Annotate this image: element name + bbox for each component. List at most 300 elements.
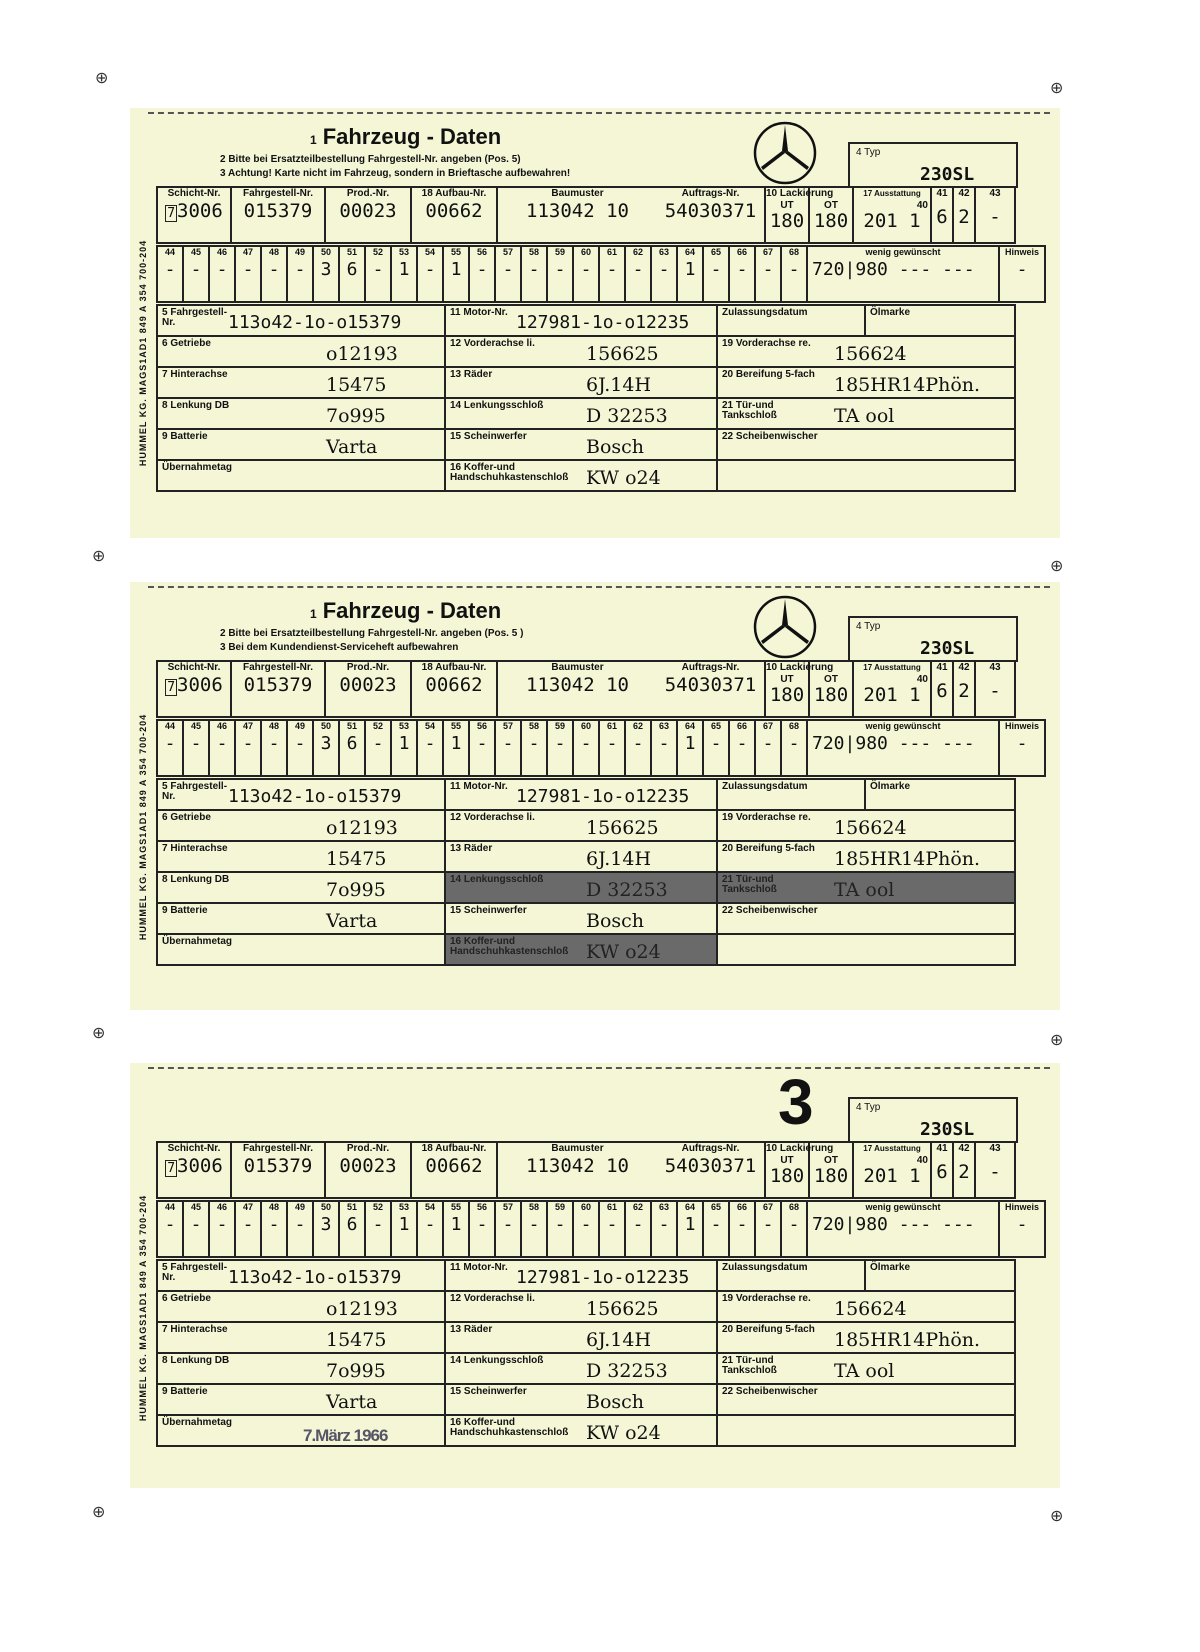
code-value: -	[710, 1214, 722, 1235]
ausstattung-value: 201	[863, 1165, 898, 1187]
field-value: 6J.14H	[586, 848, 652, 870]
code-cell	[677, 720, 703, 776]
f41-cell	[931, 661, 953, 717]
code-label: 50	[320, 247, 331, 257]
code-value: -	[736, 733, 748, 754]
f14-cell	[445, 1353, 717, 1384]
f41-value: 1	[909, 210, 921, 232]
code-value: 3	[320, 259, 332, 280]
code-cell	[365, 720, 391, 776]
prod-cell	[325, 661, 411, 717]
code-value: 6	[346, 733, 358, 754]
registration-mark: ⊕	[1050, 556, 1064, 575]
code-label: 60	[580, 247, 591, 257]
typ-value: 230SL	[920, 638, 975, 659]
code-cell	[261, 720, 287, 776]
hinweis-cell	[999, 1201, 1045, 1257]
field-value: o12193	[326, 343, 398, 365]
hinweis-cell	[999, 246, 1045, 302]
field-label: 15 Scheinwerfer	[450, 1386, 527, 1397]
field-label: Übernahmetag	[162, 936, 233, 947]
f20-cell	[717, 1322, 1015, 1353]
f41-cell	[931, 1142, 953, 1198]
code-label: 49	[294, 1202, 305, 1212]
code-cell	[235, 720, 261, 776]
field-label: Übernahmetag	[162, 1417, 233, 1428]
field-value: D 32253	[586, 879, 668, 901]
field-value: 00023	[339, 1155, 397, 1177]
code-value: -	[190, 733, 202, 754]
code-label: 56	[476, 721, 487, 731]
registration-mark: ⊕	[95, 68, 109, 87]
field-label: 5 Fahrgestell- Nr.	[162, 307, 228, 328]
field-label: 14 Lenkungsschloß	[450, 400, 544, 411]
field-label: 16 Koffer-und Handschuhkastenschloß	[450, 936, 569, 957]
code-cell	[313, 246, 339, 302]
field-value: 185HR14Phön.	[834, 848, 981, 870]
code-label: 54	[424, 247, 435, 257]
code-cell	[547, 720, 573, 776]
field-value: TA ool	[834, 879, 895, 901]
schicht-cell	[157, 661, 231, 717]
code-value: -	[424, 1214, 436, 1235]
code-cell	[443, 720, 469, 776]
f12-cell	[445, 336, 717, 367]
field-label: 19 Vorderachse re.	[722, 812, 811, 823]
code-label: 68	[788, 1202, 799, 1212]
field-label: Schicht-Nr.	[167, 1143, 221, 1154]
schicht-value: 3006	[177, 1155, 223, 1177]
hinweis-cell	[999, 720, 1045, 776]
wenig-value-3: ---	[898, 1214, 932, 1235]
code-value: -	[216, 259, 228, 280]
field-value: 15475	[326, 1329, 387, 1351]
field-label: 7 Hinterachse	[162, 843, 228, 854]
field-label: 7 Hinterachse	[162, 369, 228, 380]
code-value: -	[294, 259, 306, 280]
code-label: 63	[658, 721, 669, 731]
empty-cell	[717, 460, 1015, 491]
typ-value: 230SL	[920, 164, 975, 185]
side-print-text: HUMMEL KG. MAGS1AD1 849 A 354 700-204	[138, 1194, 148, 1422]
field-value: 015379	[243, 200, 313, 222]
field-value: 00023	[339, 200, 397, 222]
card-copy-number: 3	[778, 1066, 814, 1138]
code-value: 1	[398, 1214, 410, 1235]
wenig-value-2: 980	[855, 1214, 888, 1235]
ausstattung-value: 201	[863, 684, 898, 706]
field-sublabel: 40	[916, 200, 928, 211]
field-value: TA ool	[834, 1360, 895, 1382]
f11-cell	[445, 779, 717, 810]
field-label: 18 Aufbau-Nr.	[421, 1143, 487, 1154]
field-value: 127981-1o-o12235	[516, 312, 690, 333]
field-label: 12 Vorderachse li.	[450, 812, 535, 823]
field-sublabel: OT	[824, 674, 838, 685]
code-cell	[547, 246, 573, 302]
field-label: Schicht-Nr.	[167, 188, 221, 199]
code-label: 57	[502, 247, 513, 257]
f6-cell	[157, 1291, 445, 1322]
field-label: 6 Getriebe	[162, 812, 211, 823]
registration-mark: ⊕	[92, 1502, 106, 1521]
field-label: 13 Räder	[450, 1324, 493, 1335]
field-value	[854, 212, 930, 230]
code-label: 49	[294, 721, 305, 731]
code-label: 52	[372, 1202, 383, 1212]
field-value: 113042 10	[526, 1155, 629, 1177]
field-label	[766, 662, 834, 674]
f22-cell	[717, 1384, 1015, 1415]
f14-cell	[445, 872, 717, 903]
baumuster-cell	[497, 187, 657, 243]
code-cell	[261, 246, 287, 302]
f16-cell	[445, 460, 717, 491]
field-value: 7o995	[326, 405, 386, 427]
code-cell	[703, 1201, 729, 1257]
code-value: -	[268, 1214, 280, 1235]
uebernahmetag-cell	[157, 460, 445, 491]
field-label: 17 Ausstattung	[863, 663, 921, 672]
field-value: 7o995	[326, 879, 386, 901]
details-table	[156, 1259, 1016, 1447]
field-label: 9 Batterie	[162, 431, 208, 442]
f42-cell	[953, 661, 975, 717]
code-label: 52	[372, 247, 383, 257]
f8-cell	[157, 398, 445, 429]
code-value: -	[658, 259, 670, 280]
card-note-1: 2 Bitte bei Ersatzteilbestellung Fahrgestell-Nr. angeben (Pos. 5 )	[220, 628, 524, 639]
code-label: 54	[424, 1202, 435, 1212]
f9-cell	[157, 429, 445, 460]
f19-cell	[717, 336, 1015, 367]
f8-cell	[157, 1353, 445, 1384]
field-value: 156625	[586, 343, 659, 365]
zulassung-cell	[717, 1260, 865, 1291]
code-cell	[651, 1201, 677, 1257]
field-value: KW o24	[586, 1422, 661, 1444]
field-label: 43	[989, 662, 1001, 673]
f21-cell	[717, 1353, 1015, 1384]
field-value: 156625	[586, 817, 659, 839]
field-value: 6	[936, 680, 948, 702]
code-value: -	[632, 1214, 644, 1235]
f16-cell	[445, 934, 717, 965]
code-cell	[703, 246, 729, 302]
code-cell	[365, 1201, 391, 1257]
lackierung-label: 10 Lackierung	[766, 662, 834, 673]
field-value: 015379	[243, 1155, 313, 1177]
code-value: 1	[398, 733, 410, 754]
code-value: -	[554, 259, 566, 280]
f41-value: 1	[909, 684, 921, 706]
typ-box	[848, 1097, 1018, 1143]
field-value: Bosch	[586, 436, 645, 458]
field-value: -	[1016, 259, 1028, 280]
uebernahmetag-cell	[157, 934, 445, 965]
field-value	[854, 686, 930, 704]
field-label: wenig gewünscht	[865, 1202, 941, 1212]
field-label: 16 Koffer-und Handschuhkastenschloß	[450, 462, 569, 483]
f15-cell	[445, 429, 717, 460]
code-cell	[287, 1201, 313, 1257]
code-label: 58	[528, 1202, 539, 1212]
field-label: 21 Tür-und Tankschloß	[722, 1355, 777, 1376]
wenig-gewuenscht-cell	[807, 1201, 999, 1257]
field-label: Baumuster	[551, 188, 604, 199]
code-value: -	[268, 259, 280, 280]
code-label: 50	[320, 1202, 331, 1212]
code-label: 61	[606, 1202, 617, 1212]
code-value: -	[606, 259, 618, 280]
vehicle-data-card	[130, 108, 1060, 538]
baumuster-cell	[497, 1142, 657, 1198]
field-label: 42	[958, 662, 970, 673]
f5-cell	[157, 305, 445, 336]
code-cell	[183, 720, 209, 776]
code-cell	[183, 246, 209, 302]
oelmarke-cell	[865, 779, 1015, 810]
field-label: 5 Fahrgestell- Nr.	[162, 1262, 228, 1283]
code-label: 61	[606, 721, 617, 731]
card-note-2: 3 Bei dem Kundendienst-Serviceheft aufbewahren	[220, 642, 459, 653]
code-value: -	[528, 733, 540, 754]
code-cell	[469, 720, 495, 776]
side-print	[132, 188, 154, 518]
f15-cell	[445, 903, 717, 934]
code-value: -	[294, 733, 306, 754]
code-label: 64	[684, 1202, 695, 1212]
code-label: 45	[190, 1202, 201, 1212]
field-value: 54030371	[664, 200, 757, 222]
code-label: 66	[736, 1202, 747, 1212]
registration-mark: ⊕	[92, 1023, 106, 1042]
code-cell	[235, 1201, 261, 1257]
empty-cell	[717, 934, 1015, 965]
schicht-value: 3006	[177, 200, 223, 222]
field-label: 43	[989, 1143, 1001, 1154]
field-label: Baumuster	[551, 662, 604, 673]
vehicle-data-card	[130, 582, 1060, 1010]
field-label: 42	[958, 188, 970, 199]
uebernahmetag-cell	[157, 1415, 445, 1446]
code-value: -	[554, 1214, 566, 1235]
code-label: 61	[606, 247, 617, 257]
code-label: 47	[242, 721, 253, 731]
f21-cell	[717, 398, 1015, 429]
field-value: -	[1016, 1214, 1028, 1235]
code-cell	[209, 720, 235, 776]
field-value: 015379	[243, 674, 313, 696]
field-label: 20 Bereifung 5-fach	[722, 369, 815, 380]
code-cell	[781, 246, 807, 302]
code-label: 55	[450, 721, 461, 731]
field-value: 180	[769, 1165, 805, 1187]
code-value: 3	[320, 733, 332, 754]
code-value: -	[216, 1214, 228, 1235]
field-value: KW o24	[586, 941, 661, 963]
f6-cell	[157, 810, 445, 841]
code-value: -	[190, 1214, 202, 1235]
field-label: Fahrgestell-Nr.	[242, 1143, 314, 1154]
code-value: 1	[684, 1214, 696, 1235]
field-label: Hinweis	[1004, 1202, 1039, 1212]
oelmarke-cell	[865, 1260, 1015, 1291]
code-value: -	[710, 733, 722, 754]
code-value: -	[190, 259, 202, 280]
field-value: o12193	[326, 817, 398, 839]
field-value: 180	[813, 1165, 849, 1187]
code-cell	[157, 246, 183, 302]
field-value: 180	[769, 684, 805, 706]
code-cell	[521, 1201, 547, 1257]
code-cell	[651, 246, 677, 302]
field-value: KW o24	[586, 467, 661, 489]
code-cell	[755, 246, 781, 302]
field-label: Baumuster	[551, 1143, 604, 1154]
card-title-number: 1	[310, 607, 317, 621]
lackierung-label: 10 Lackierung	[766, 188, 834, 199]
field-label: 22 Scheibenwischer	[722, 431, 818, 442]
field-value: 180	[813, 684, 849, 706]
date-stamp: 7.März 1966	[303, 1426, 388, 1445]
code-label: 50	[320, 721, 331, 731]
code-cell	[417, 720, 443, 776]
field-label: 21 Tür-und Tankschloß	[722, 874, 777, 895]
field-value: 156624	[834, 817, 907, 839]
code-label: 56	[476, 1202, 487, 1212]
field-value: 127981-1o-o12235	[516, 786, 690, 807]
code-label: 59	[554, 1202, 565, 1212]
field-label: wenig gewünscht	[865, 721, 941, 731]
code-cell	[339, 1201, 365, 1257]
code-label: 66	[736, 247, 747, 257]
field-label: 41	[936, 662, 948, 673]
f5-cell	[157, 779, 445, 810]
f19-cell	[717, 1291, 1015, 1322]
field-label: 14 Lenkungsschloß	[450, 874, 544, 885]
code-value: -	[658, 733, 670, 754]
wenig-value-4: ---	[942, 259, 975, 280]
fahrgestell-cell	[231, 187, 325, 243]
card-note-2: 3 Achtung! Karte nicht im Fahrzeug, sondern in Brieftasche aufbewahren!	[220, 168, 571, 179]
aufbau-cell	[411, 1142, 497, 1198]
field-label: 12 Vorderachse li.	[450, 1293, 535, 1304]
field-label: 19 Vorderachse re.	[722, 1293, 811, 1304]
code-value: -	[502, 733, 514, 754]
code-value: -	[632, 733, 644, 754]
code-value: -	[164, 1214, 176, 1235]
vehicle-data-card	[130, 1063, 1060, 1488]
code-label: 53	[398, 247, 409, 257]
field-label: 17 Ausstattung	[863, 1144, 921, 1153]
zulassung-cell	[717, 779, 865, 810]
field-value: 113o42-1o-o15379	[228, 1267, 402, 1288]
code-cell	[391, 720, 417, 776]
code-label: 65	[710, 247, 721, 257]
field-label: 22 Scheibenwischer	[722, 905, 818, 916]
code-cell	[495, 720, 521, 776]
field-label: 8 Lenkung DB	[162, 874, 230, 885]
code-cell	[209, 1201, 235, 1257]
code-cell	[625, 1201, 651, 1257]
code-label: 54	[424, 721, 435, 731]
code-cell	[443, 1201, 469, 1257]
field-label: 6 Getriebe	[162, 1293, 211, 1304]
cut-line	[148, 1067, 1050, 1069]
field-value: 113o42-1o-o15379	[228, 786, 402, 807]
typ-box	[848, 616, 1018, 662]
f6-cell	[157, 336, 445, 367]
code-cell	[157, 720, 183, 776]
side-print-text: HUMMEL KG. MAGS1AD1 849 A 354 700-204	[138, 239, 148, 467]
code-label: 45	[190, 247, 201, 257]
code-label: 62	[632, 1202, 643, 1212]
field-label: 12 Vorderachse li.	[450, 338, 535, 349]
field-value: D 32253	[586, 1360, 668, 1382]
code-label: 52	[372, 721, 383, 731]
code-value: -	[242, 733, 254, 754]
field-label: 18 Aufbau-Nr.	[421, 188, 487, 199]
field-label: Auftrags-Nr.	[681, 188, 740, 199]
code-cell	[729, 1201, 755, 1257]
field-value: 15475	[326, 848, 387, 870]
field-sublabel: 40	[916, 674, 928, 685]
field-value: Varta	[326, 436, 378, 458]
field-value: 6J.14H	[586, 1329, 652, 1351]
field-label: 11 Motor-Nr.	[450, 781, 508, 792]
code-label: 57	[502, 1202, 513, 1212]
code-value: -	[476, 1214, 488, 1235]
schicht-cell	[157, 1142, 231, 1198]
wenig-value-3: ---	[898, 259, 932, 280]
registration-mark: ⊕	[1050, 1030, 1064, 1049]
f22-cell	[717, 429, 1015, 460]
code-cell	[313, 1201, 339, 1257]
f8-cell	[157, 872, 445, 903]
code-label: 44	[164, 721, 175, 731]
field-label: 41	[936, 1143, 948, 1154]
side-print	[132, 662, 154, 992]
field-value: 113042 10	[526, 674, 629, 696]
registration-mark: ⊕	[1050, 78, 1064, 97]
side-print	[132, 1143, 154, 1473]
field-label: 8 Lenkung DB	[162, 400, 230, 411]
f13-cell	[445, 841, 717, 872]
code-label: 51	[346, 721, 357, 731]
code-cell	[703, 720, 729, 776]
code-value: -	[268, 733, 280, 754]
schicht-prefix: 7	[167, 680, 176, 695]
wenig-value-4: ---	[942, 1214, 975, 1235]
code-label: 63	[658, 247, 669, 257]
field-label: 15 Scheinwerfer	[450, 905, 527, 916]
cut-line	[148, 586, 1050, 588]
field-label: 15 Scheinwerfer	[450, 431, 527, 442]
code-label: 63	[658, 1202, 669, 1212]
code-value: -	[762, 1214, 774, 1235]
field-label: 41	[936, 188, 948, 199]
code-value: 1	[450, 733, 462, 754]
identification-row	[156, 660, 1016, 718]
code-cell	[391, 1201, 417, 1257]
code-label: 53	[398, 721, 409, 731]
code-cell	[495, 246, 521, 302]
typ-label: 4 Typ	[856, 1102, 881, 1113]
code-value: -	[372, 733, 384, 754]
card-note-1: 2 Bitte bei Ersatzteilbestellung Fahrgestell-Nr. angeben (Pos. 5)	[220, 154, 521, 165]
code-label: 51	[346, 1202, 357, 1212]
